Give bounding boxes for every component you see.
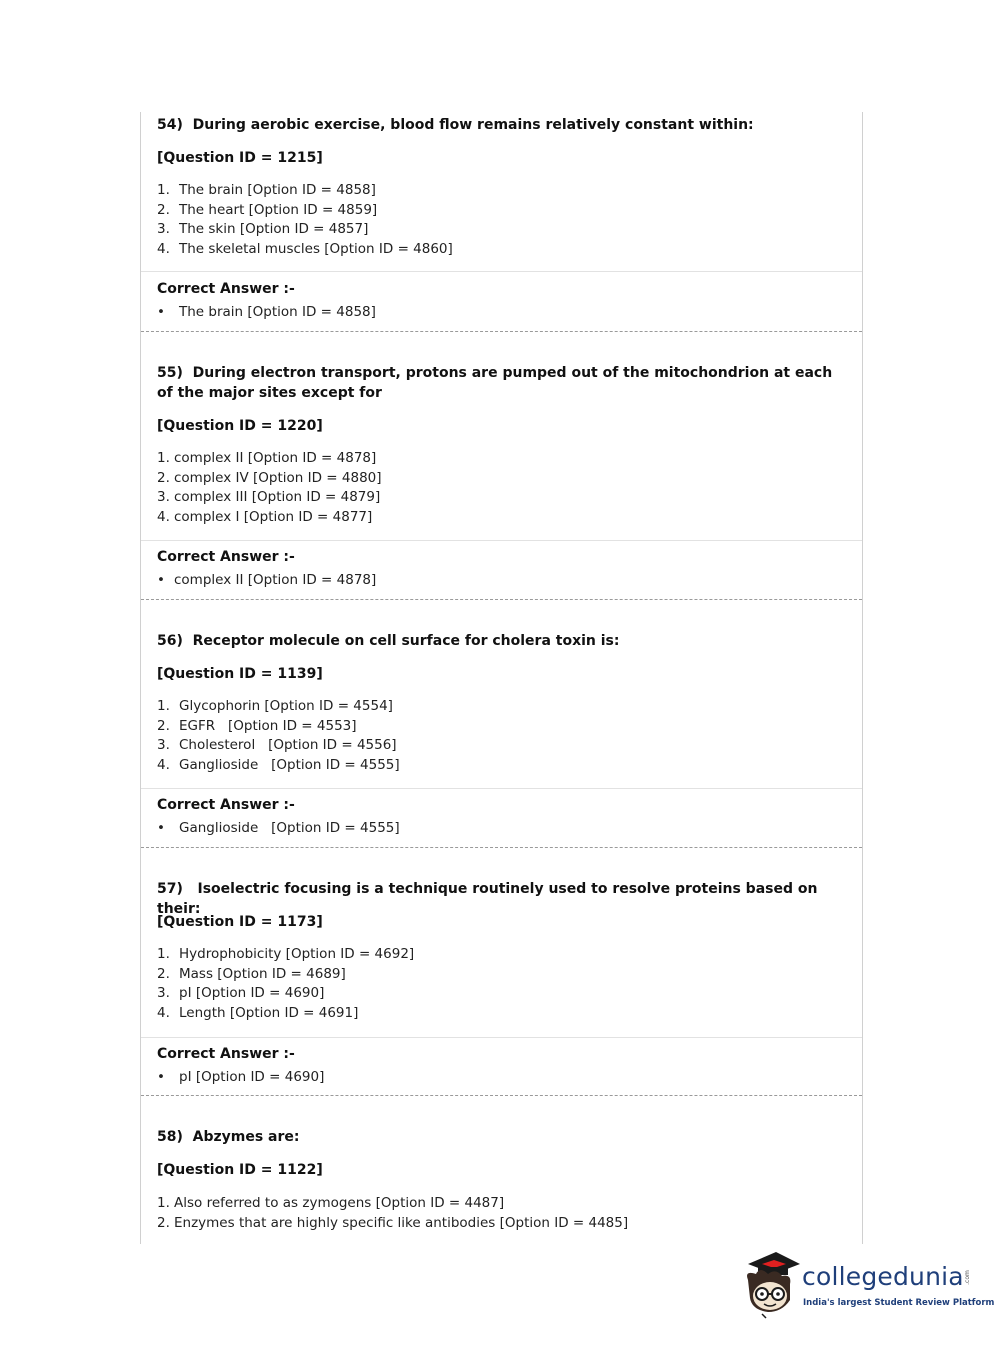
logo-tagline: India's largest Student Review Platform <box>803 1298 995 1308</box>
collegedunia-logo[interactable] <box>742 1250 995 1320</box>
option: 4. Ganglioside [Option ID = 4555] <box>157 756 400 773</box>
correct-answer-label: Correct Answer :- <box>157 1046 295 1062</box>
logo-wordmark: collegedunia <box>802 1262 964 1291</box>
question-54-options <box>157 181 453 259</box>
option: 2. EGFR [Option ID = 4553] <box>157 717 357 734</box>
option: 2. Mass [Option ID = 4689] <box>157 965 346 982</box>
logo-suffix: .com <box>963 1270 971 1285</box>
option: 2. complex IV [Option ID = 4880] <box>157 469 382 486</box>
option: 4. Length [Option ID = 4691] <box>157 1004 359 1021</box>
option: 4. The skeletal muscles [Option ID = 4860] <box>157 240 453 257</box>
divider <box>141 788 862 789</box>
option: 3. The skin [Option ID = 4857] <box>157 221 369 237</box>
question-58-text: 58) Abzymes are: <box>157 1129 300 1145</box>
question-paper-frame <box>140 112 863 1244</box>
question-54-id: [Question ID = 1215] <box>157 150 323 166</box>
option: 4. complex I [Option ID = 4877] <box>157 508 373 525</box>
section-divider <box>141 847 862 848</box>
correct-answer-value: • The brain [Option ID = 4858] <box>157 304 376 320</box>
section-divider <box>141 331 862 332</box>
question-56-id: [Question ID = 1139] <box>157 666 323 682</box>
section-divider <box>141 1095 862 1096</box>
divider <box>141 1037 862 1038</box>
option: 1. Hydrophobicity [Option ID = 4692] <box>157 946 415 962</box>
option: 1. complex II [Option ID = 4878] <box>157 450 377 466</box>
correct-answer-value: • Ganglioside [Option ID = 4555] <box>157 820 400 836</box>
question-55-text: 55) During electron transport, protons are pumped out of the mitochondrion at each of the major sites except for <box>157 365 833 401</box>
question-54-text: 54) During aerobic exercise, blood flow remains relatively constant within: <box>157 117 754 133</box>
question-56-text: 56) Receptor molecule on cell surface for cholera toxin is: <box>157 633 620 649</box>
option: 1. Also referred to as zymogens [Option ID = 4487] <box>157 1195 505 1211</box>
option: 3. Cholesterol [Option ID = 4556] <box>157 737 397 753</box>
question-55-id: [Question ID = 1220] <box>157 418 323 434</box>
question-57-text: 57) Isoelectric focusing is a technique routinely used to resolve proteins based on their: <box>157 881 818 917</box>
correct-answer-label: Correct Answer :- <box>157 281 295 297</box>
correct-answer-label: Correct Answer :- <box>157 797 295 813</box>
section-divider <box>141 599 862 600</box>
correct-answer-label: Correct Answer :- <box>157 549 295 565</box>
question-55-options <box>157 449 382 527</box>
option: 1. The brain [Option ID = 4858] <box>157 182 376 198</box>
question-57-options <box>157 945 414 1023</box>
option: 1. Glycophorin [Option ID = 4554] <box>157 698 393 714</box>
question-57-id: [Question ID = 1173] <box>157 914 323 930</box>
option: 2. Enzymes that are highly specific like antibodies [Option ID = 4485] <box>157 1214 629 1231</box>
option: 2. The heart [Option ID = 4859] <box>157 201 378 218</box>
correct-answer-value: • pI [Option ID = 4690] <box>157 1069 325 1085</box>
option: 3. complex III [Option ID = 4879] <box>157 489 381 505</box>
option: 3. pI [Option ID = 4690] <box>157 985 325 1001</box>
question-58-id: [Question ID = 1122] <box>157 1162 323 1178</box>
divider <box>141 271 862 272</box>
question-56-options <box>157 697 400 775</box>
divider <box>141 540 862 541</box>
question-58-options <box>157 1194 628 1233</box>
correct-answer-value: • complex II [Option ID = 4878] <box>157 572 377 588</box>
mascot-icon <box>742 1250 800 1320</box>
